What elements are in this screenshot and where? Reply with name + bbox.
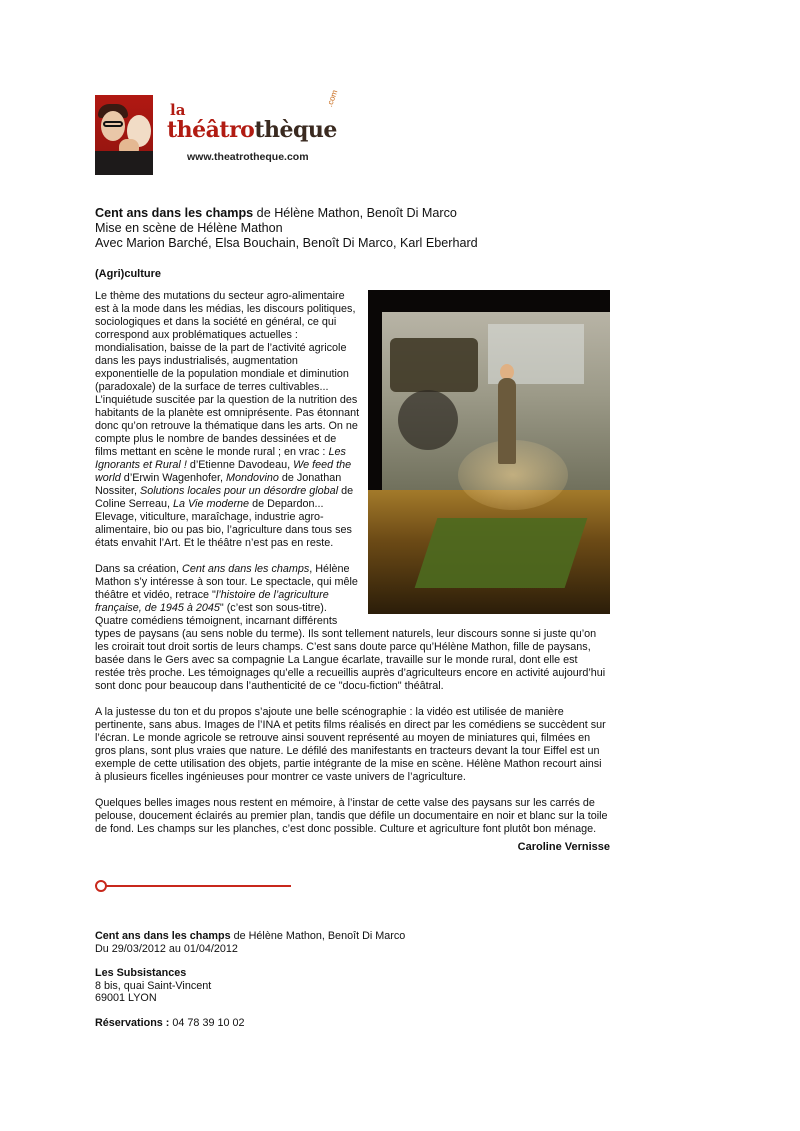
- info-venue: Les Subsistances: [95, 967, 187, 979]
- p1-title-we-feed: We feed the world: [95, 459, 352, 484]
- show-info: [95, 930, 405, 1041]
- article-body: [95, 290, 610, 849]
- section-divider: [95, 880, 291, 892]
- info-authors: de Hélène Mathon, Benoît Di Marco: [230, 930, 406, 942]
- p1-text-5: de Coline Serreau,: [95, 485, 354, 510]
- info-venue-block: [95, 967, 405, 1005]
- logo-url: www.theatrotheque.com: [187, 151, 309, 163]
- article-paragraph-3: A la justesse du ton et du propos s’ajoute une belle scénographie : la vidéo est utilisée de manière pertinente, sans abus. Images de l’INA et petits films réalisés en direct par les comédiens se succèdent sur l’écran. Le monde agricole se retrouve ainsi souvent représenté au moyen de miniatures qui, filmées en gros plans, sont plus vraies que nature. Le défilé des manifestants en tracteurs devant la tour Eiffel est un exemple de cette utilisation des objets, partie intégrante de la mise en scène. Hélène Mathon recourt ainsi à plusieurs ficelles ingénieuses pour montrer ce vaste univers de l’agriculture.: [95, 706, 606, 783]
- p1-title-ignorants: Les Ignorants et Rural !: [95, 446, 346, 471]
- info-address-line-1: 8 bis, quai Saint-Vincent: [95, 979, 212, 992]
- header-direction: Mise en scène de Hélène Mathon: [95, 221, 283, 235]
- p2-text-2: , Hélène Mathon s’y intéresse à son tour. Le spectacle, qui mêle théâtre et vidéo, retrace ": [95, 563, 358, 601]
- author-signature: Caroline Vernisse: [517, 841, 610, 853]
- p2-text-3: " (c’est son sous-titre). Quatre comédiens témoignent, incarnant différents types de paysans (au sens noble du terme). Ils sont tellement naturels, leur discours sonne si juste qu’on les croirait tout droit sortis de leurs champs. C’est sans doute parce qu’Hélène Mathon, fille de paysans, basée dans le Gers avec sa compagnie La Langue écarlate, travaille sur le monde rural, dont elle est restée très proche. Les témoignages qu’elle a recueillis auprès d’agriculteurs encore en activité aujourd’hui sont donc pour beaucoup dans l’authenticité de ce "docu-fiction" théâtral.: [95, 602, 606, 692]
- logo-word-part-b: thèque: [254, 117, 337, 143]
- section-title: (Agri)culture: [95, 268, 161, 280]
- p1-title-solutions: Solutions locales pour un désordre global: [140, 485, 339, 497]
- logo-portrait-image: [95, 95, 153, 175]
- p1-text-6: de Depardon... Elevage, viticulture, maraîchage, industrie agro-alimentaire, bio ou pas bio, l’agriculture dans tous ses états envahit l’Art. Et le théâtre n’est pas en reste.: [95, 498, 352, 549]
- info-show-block: [95, 930, 405, 955]
- theatrotheque-logo: [95, 88, 340, 175]
- p1-title-mondovino: Mondovino: [226, 472, 279, 484]
- p2-subtitle: l’histoire de l’agriculture française, de 1945 à 2045: [95, 589, 329, 614]
- info-play-title: Cent ans dans les champs: [95, 930, 231, 942]
- logo-wordmark: [167, 117, 337, 143]
- header-play-title: Cent ans dans les champs: [95, 206, 254, 220]
- info-address-line-2: 69001 LYON: [95, 992, 157, 1004]
- info-reservations: [95, 1017, 405, 1030]
- reservations-label: Réservations :: [95, 1016, 170, 1029]
- p1-title-vie-moderne: La Vie moderne: [173, 498, 250, 510]
- info-dates: Du 29/03/2012 au 01/04/2012: [95, 942, 238, 955]
- header-authors: de Hélène Mathon, Benoît Di Marco: [253, 206, 457, 220]
- info-title-line: [95, 930, 405, 943]
- logo-la-text: la: [170, 101, 186, 119]
- stage-photo: [368, 290, 610, 614]
- reservations-phone: 04 78 39 10 02: [169, 1016, 245, 1029]
- p1-text-3: d’Erwin Wagenhofer,: [120, 472, 227, 484]
- p2-text-1: Dans sa création,: [95, 563, 183, 575]
- p1-text-4: de Jonathan Nossiter,: [95, 472, 342, 497]
- header-cast: Avec Marion Barché, Elsa Bouchain, Benoît Di Marco, Karl Eberhard: [95, 236, 478, 250]
- divider-line: [106, 885, 291, 887]
- p1-text-2: d’Etienne Davodeau,: [186, 459, 294, 471]
- logo-com-text: .com: [325, 88, 340, 109]
- logo-word-part-a: théâtro: [167, 117, 255, 143]
- header-title-line: [95, 206, 478, 221]
- p1-text-1: Le thème des mutations du secteur agro-alimentaire est à la mode dans les médias, les discours politiques, sociologiques et dans la société en général, ce qui correspond aux problématiques actuelles : mondialisation, baisse de la part de l’activité agricole dans les pays industrialisés, augmentation exponentielle de la population mondiale et diminution (paradoxale) de la surface de terres cultivables... L’inquiétude suscitée par la question de la nutrition des habitants de la planète est omniprésente. Pas étonnant donc qu’on retrouve la thématique dans les arts. On ne compte plus le nombre de bandes dessinées et de films mettant en scène le monde rural ; en vrac :: [95, 290, 360, 458]
- play-header: [95, 206, 478, 251]
- p2-title-play: Cent ans dans les champs: [182, 563, 310, 575]
- article-paragraph-4: Quelques belles images nous restent en mémoire, à l’instar de cette valse des paysans sur les carrés de pelouse, doucement éclairés au premier plan, tandis que défile un documentaire en noir et blanc sur la toile de fond. Les champs sur les planches, c’est donc possible. Culture et agriculture font plutôt bon ménage.: [95, 797, 608, 835]
